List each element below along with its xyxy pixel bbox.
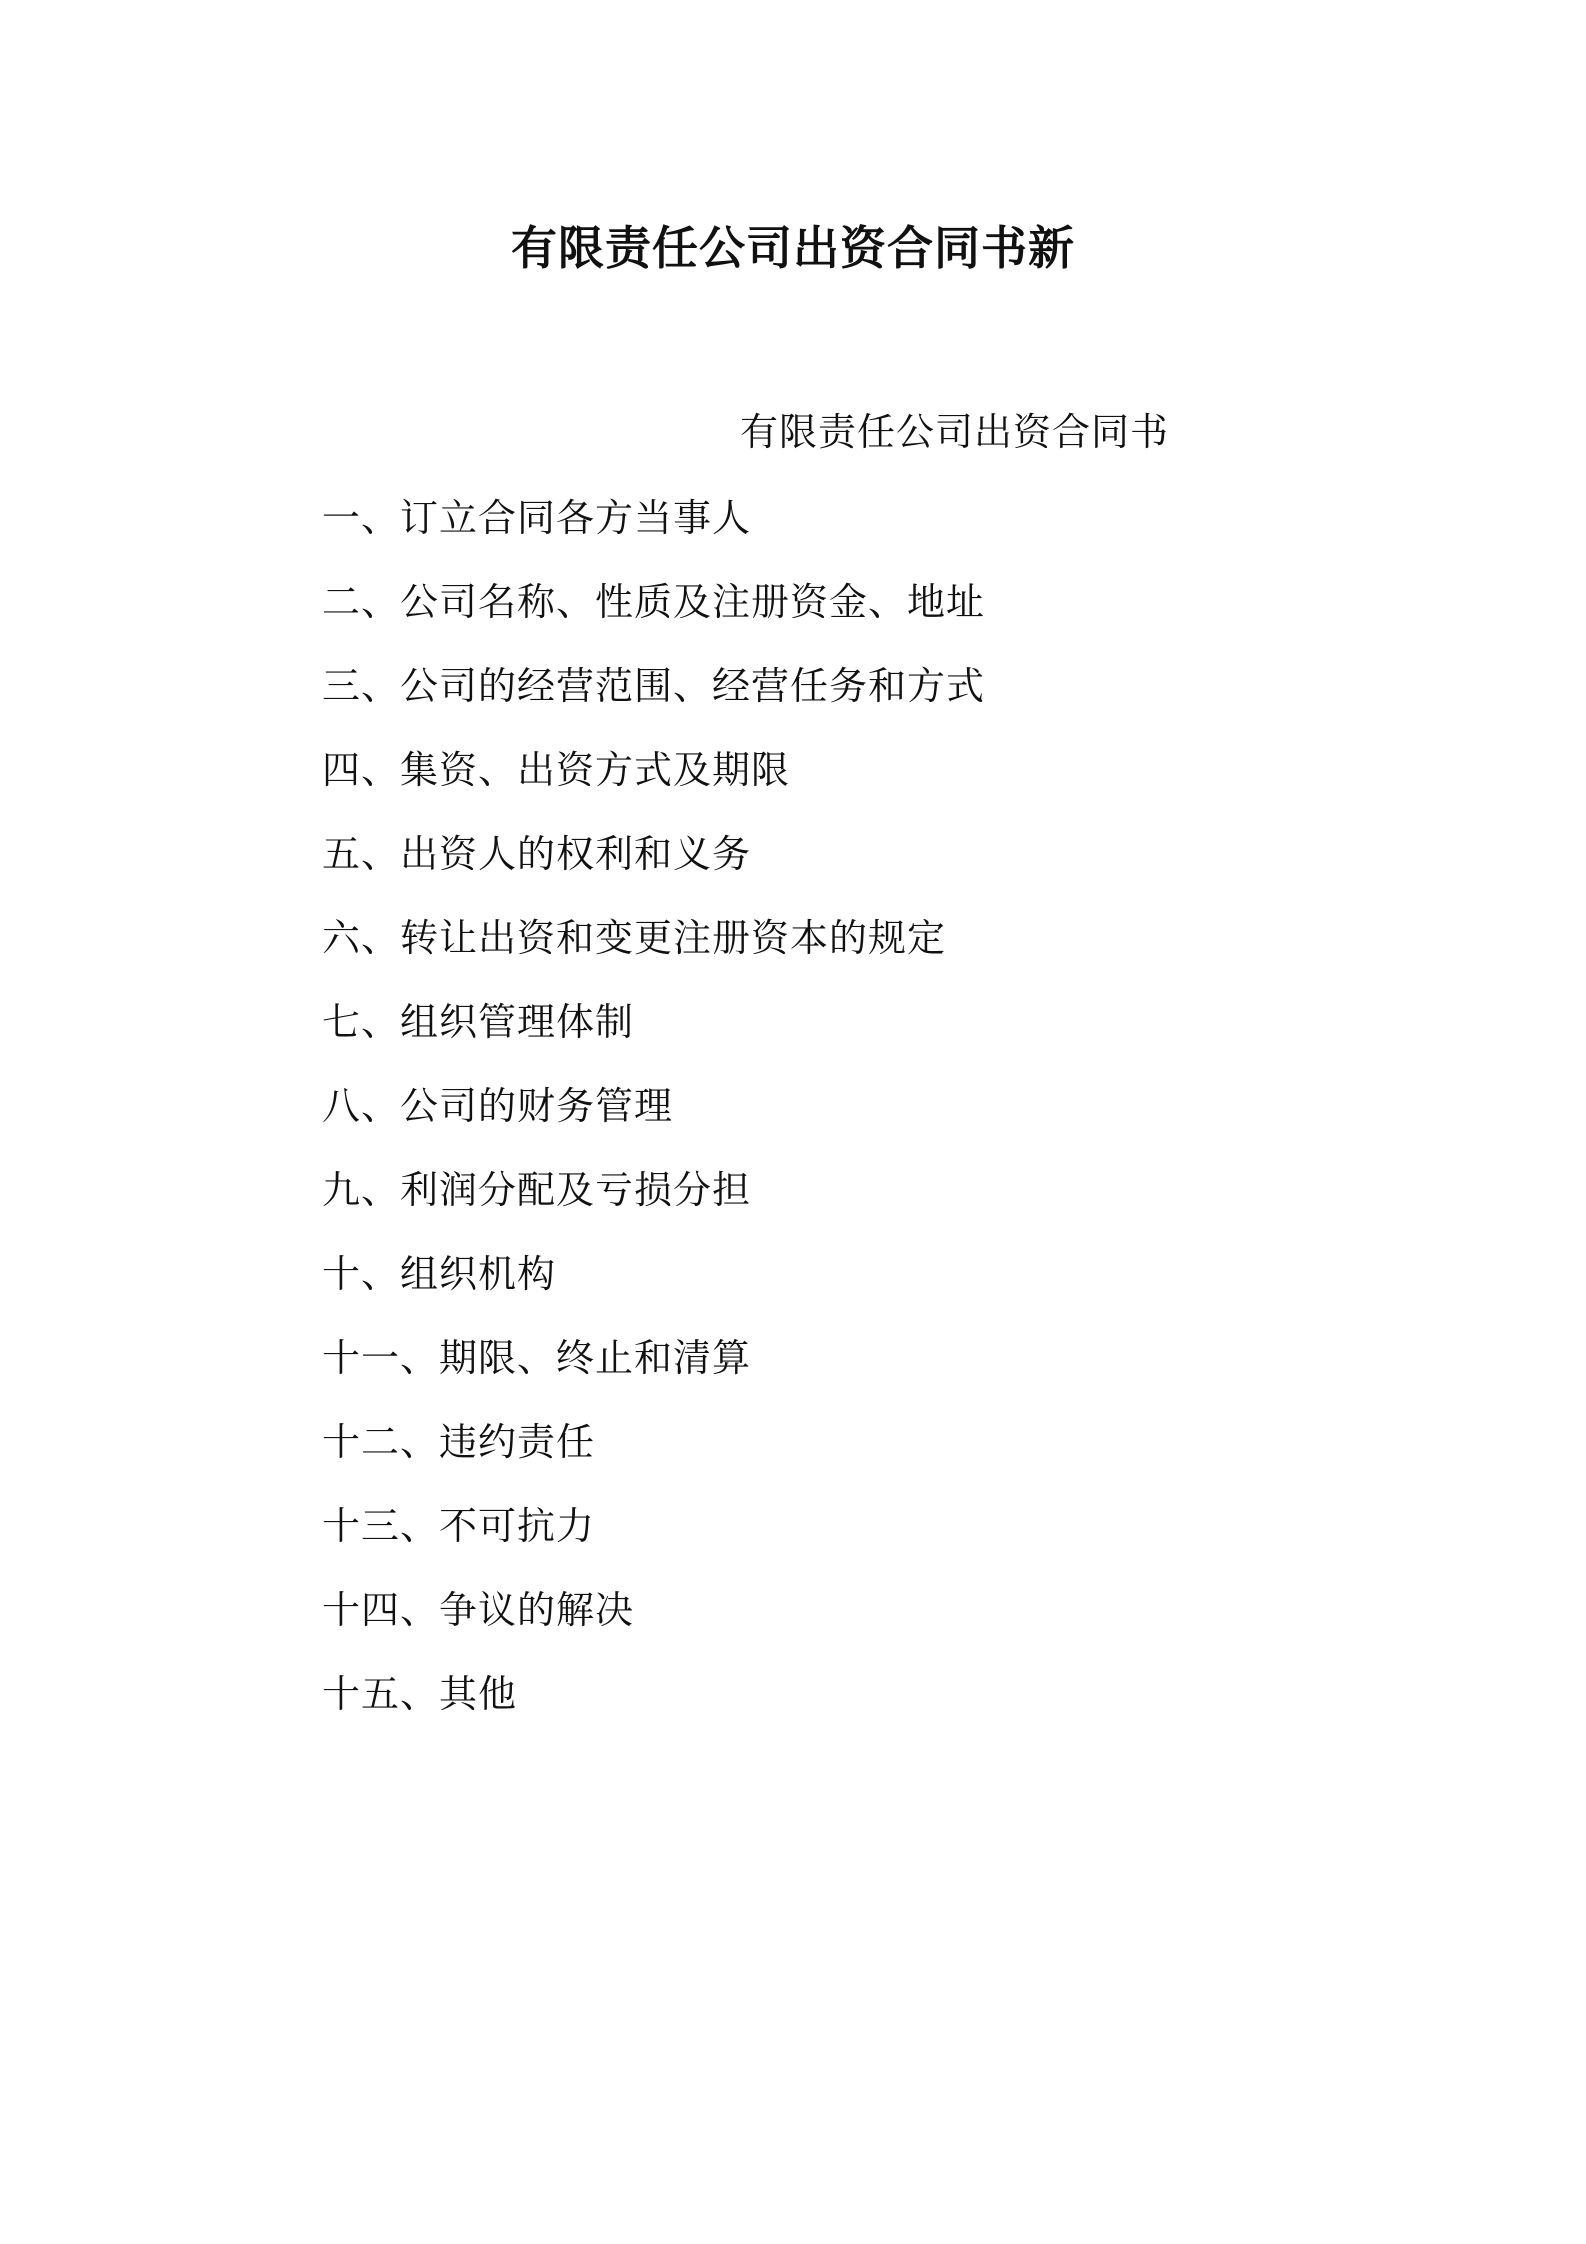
section-item: 十四、争议的解决 <box>322 1588 635 1632</box>
section-item: 二、公司名称、性质及注册资金、地址 <box>322 580 986 624</box>
section-item: 三、公司的经营范围、经营任务和方式 <box>322 664 986 708</box>
section-item: 五、出资人的权利和义务 <box>322 832 752 876</box>
section-item: 十一、期限、终止和清算 <box>322 1336 752 1380</box>
section-item: 十三、不可抗力 <box>322 1504 596 1548</box>
section-item: 十、组织机构 <box>322 1252 557 1296</box>
section-item: 十五、其他 <box>322 1672 518 1716</box>
section-item: 四、集资、出资方式及期限 <box>322 748 791 792</box>
section-item: 十二、违约责任 <box>322 1420 596 1464</box>
section-item: 八、公司的财务管理 <box>322 1084 674 1128</box>
section-list <box>322 492 985 1752</box>
document-title: 有限责任公司出资合同书新 <box>511 221 1075 275</box>
document-subtitle: 有限责任公司出资合同书 <box>740 410 1170 454</box>
section-item: 七、组织管理体制 <box>322 1000 635 1044</box>
section-item: 九、利润分配及亏损分担 <box>322 1168 752 1212</box>
section-item: 六、转让出资和变更注册资本的规定 <box>322 916 947 960</box>
section-item: 一、订立合同各方当事人 <box>322 496 752 540</box>
